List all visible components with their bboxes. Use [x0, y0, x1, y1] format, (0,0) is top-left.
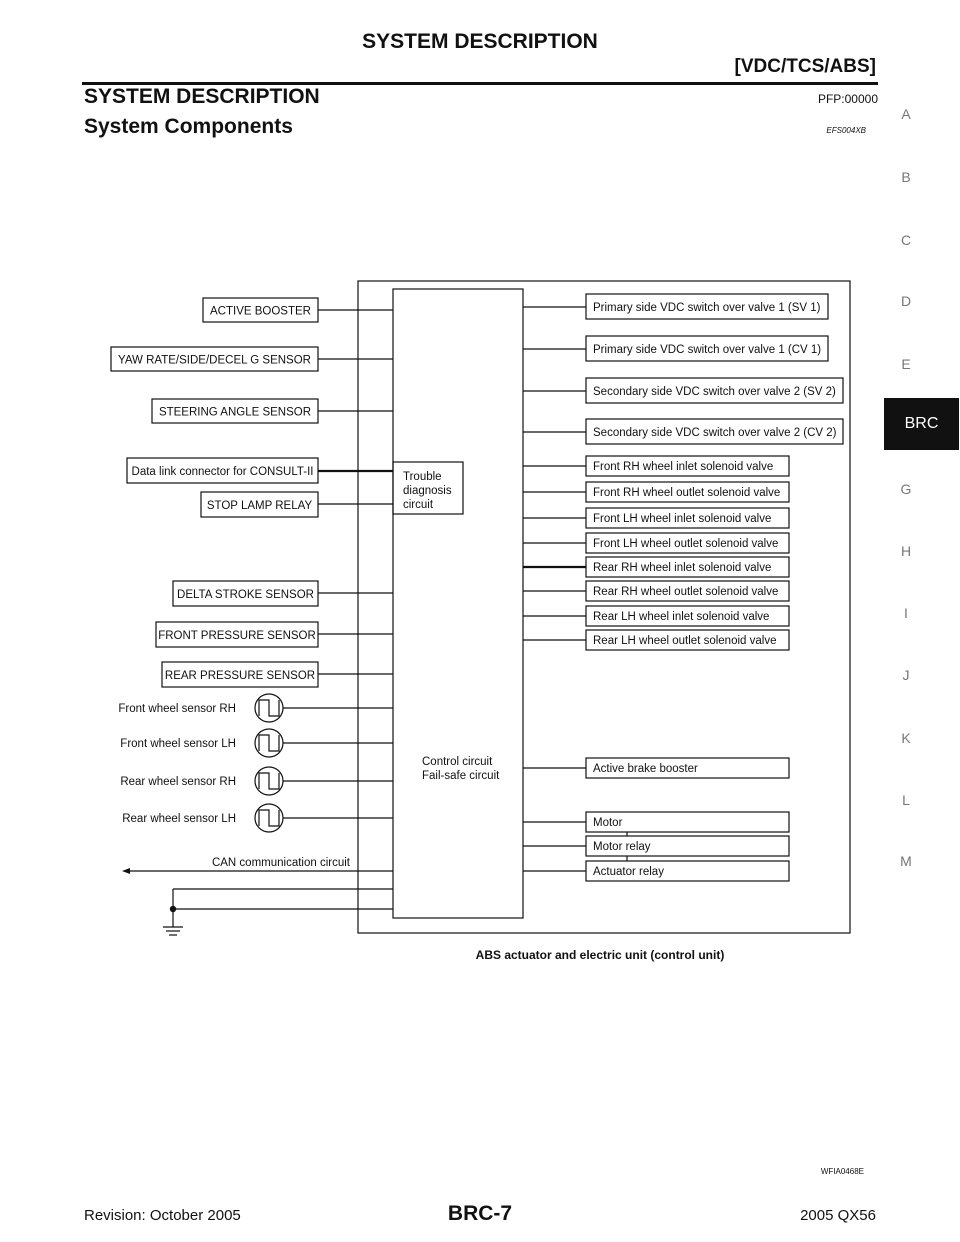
page-header-subtitle: [VDC/TCS/ABS] — [734, 56, 876, 77]
trouble-diagnosis-line-2: diagnosis — [403, 485, 452, 497]
can-communication-label: CAN communication circuit — [211, 857, 350, 869]
side-index-g[interactable]: G — [900, 481, 912, 497]
output-label-front-lh-inlet: Front LH wheel inlet solenoid valve — [593, 513, 772, 525]
output-label-active-brake-booster: Active brake booster — [593, 763, 698, 775]
output-label-actuator-relay: Actuator relay — [593, 866, 664, 878]
side-index-d[interactable]: D — [900, 293, 912, 309]
side-index-brc-active[interactable]: BRC — [884, 398, 959, 450]
side-index-m[interactable]: M — [900, 853, 912, 869]
figure-code: WFIA0468E — [820, 1167, 864, 1176]
input-label-front-pressure-sensor: FRONT PRESSURE SENSOR — [158, 630, 316, 642]
side-index-b[interactable]: B — [901, 169, 911, 185]
input-label-rear-pressure-sensor: REAR PRESSURE SENSOR — [164, 670, 316, 682]
wheel-sensor-label-front-rh: Front wheel sensor RH — [118, 703, 236, 715]
fail-safe-circuit-label: Fail-safe circuit — [422, 770, 500, 782]
input-label-active-booster: ACTIVE BOOSTER — [210, 305, 311, 318]
wheel-sensor-symbol-front-rh — [255, 694, 393, 722]
page-header-title: SYSTEM DESCRIPTION — [362, 30, 598, 53]
side-index-k[interactable]: K — [901, 730, 911, 746]
input-label-steering-angle-sensor: STEERING ANGLE SENSOR — [158, 406, 312, 419]
output-label-cv1: Primary side VDC switch over valve 1 (CV 1) — [593, 344, 822, 356]
side-index-a[interactable]: A — [901, 106, 911, 122]
trouble-diagnosis-line-3: circuit — [403, 499, 434, 511]
side-index-c[interactable]: C — [900, 232, 912, 248]
side-index-j[interactable]: J — [902, 667, 910, 683]
wheel-sensor-label-front-lh: Front wheel sensor LH — [120, 738, 236, 750]
footer-page-number: BRC-7 — [447, 1202, 513, 1225]
section-code: PFP:00000 — [817, 92, 878, 106]
subsection-code: EFS004XB — [826, 126, 866, 135]
output-label-rear-lh-inlet: Rear LH wheel inlet solenoid valve — [593, 611, 770, 623]
output-label-sv2: Secondary side VDC switch over valve 2 (SV 2) — [593, 386, 836, 398]
output-label-motor: Motor — [593, 817, 623, 829]
abs-actuator-unit-outline — [358, 281, 850, 933]
wheel-sensor-symbol-front-lh — [255, 729, 393, 757]
unit-caption: ABS actuator and electric unit (control unit) — [475, 948, 725, 962]
output-label-sv1: Primary side VDC switch over valve 1 (SV 1) — [593, 302, 821, 314]
output-label-front-rh-outlet: Front RH wheel outlet solenoid valve — [593, 487, 781, 499]
can-arrow-head — [122, 868, 130, 874]
side-index-h[interactable]: H — [900, 543, 912, 559]
control-circuit-block — [393, 289, 523, 918]
ground-junction-dot — [170, 906, 176, 912]
side-index-e[interactable]: E — [901, 356, 911, 372]
input-label-stop-lamp-relay: STOP LAMP RELAY — [206, 500, 313, 512]
side-index-l[interactable]: L — [902, 792, 910, 808]
output-label-rear-rh-inlet: Rear RH wheel inlet solenoid valve — [593, 562, 772, 574]
wheel-sensor-symbol-rear-rh — [255, 767, 393, 795]
output-label-motor-relay: Motor relay — [593, 841, 651, 853]
subsection-title: System Components — [84, 115, 293, 138]
wheel-sensor-symbol-rear-lh — [255, 804, 393, 832]
wheel-sensor-label-rear-rh: Rear wheel sensor RH — [120, 776, 236, 788]
output-label-front-rh-inlet: Front RH wheel inlet solenoid valve — [593, 461, 774, 473]
output-label-front-lh-outlet: Front LH wheel outlet solenoid valve — [593, 538, 779, 550]
side-index-i[interactable]: I — [904, 605, 908, 621]
output-label-rear-rh-outlet: Rear RH wheel outlet solenoid valve — [593, 586, 779, 598]
output-label-rear-lh-outlet: Rear LH wheel outlet solenoid valve — [593, 635, 777, 647]
section-title: SYSTEM DESCRIPTION — [84, 85, 320, 108]
footer-revision: Revision: October 2005 — [84, 1207, 241, 1224]
wheel-sensor-label-rear-lh: Rear wheel sensor LH — [122, 813, 236, 825]
input-label-data-link-connector: Data link connector for CONSULT-II — [131, 466, 314, 478]
input-label-yaw-rate-sensor: YAW RATE/SIDE/DECEL G SENSOR — [118, 354, 311, 367]
control-circuit-label: Control circuit — [422, 756, 493, 768]
trouble-diagnosis-line-1: Trouble — [403, 471, 442, 483]
output-label-cv2: Secondary side VDC switch over valve 2 (CV 2) — [593, 427, 837, 439]
footer-model: 2005 QX56 — [800, 1207, 876, 1224]
input-label-delta-stroke-sensor: DELTA STROKE SENSOR — [177, 589, 314, 601]
